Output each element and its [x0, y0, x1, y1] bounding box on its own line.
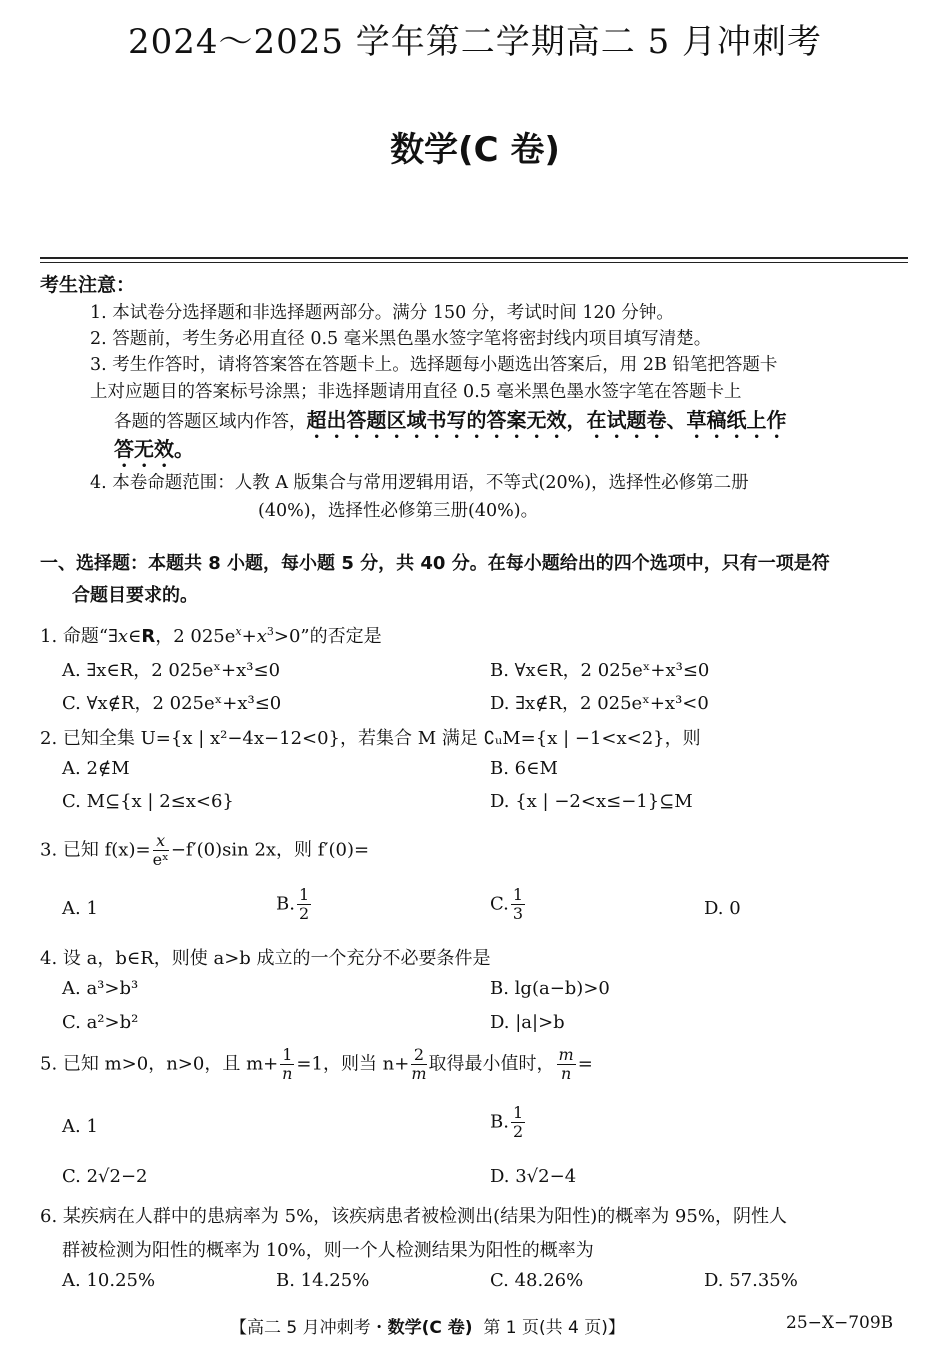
section-header	[40, 548, 920, 612]
q5-f2-num: 2	[411, 1046, 426, 1065]
q5-f3-num: m	[558, 1045, 574, 1064]
q3-c-den: 3	[512, 904, 524, 923]
q6-option-a: A. 10.25%	[62, 1270, 156, 1291]
question-4-stem: 4. 设 a，b∈R，则使 a>b 成立的一个充分不必要条件是	[40, 948, 491, 969]
q5-b-label: B.	[490, 1111, 509, 1133]
q5-fraction-1	[280, 1046, 294, 1083]
q5-option-d: D. 3√2−4	[490, 1166, 577, 1187]
q3-option-d: D. 0	[704, 898, 741, 919]
q1-option-b: B. ∀x∈R，2 025eˣ+x³≤0	[490, 660, 710, 681]
notice-item-3-cont3	[114, 434, 934, 472]
q1-expr: ，2 025e	[155, 626, 236, 647]
q1-plus: +	[241, 626, 257, 647]
section-header-line1: 一、选择题：本题共 8 小题，每小题 5 分，共 40 分。在每小题给出的四个选项中，只有一项是符	[40, 553, 830, 574]
q5-b-num: 1	[512, 1103, 524, 1122]
notice-item-4: 4. 本卷命题范围：人教 A 版集合与常用逻辑用语，不等式(20%)，选择性必修第二册	[90, 473, 749, 493]
page-footer	[230, 1313, 625, 1338]
q3-b-den: 2	[298, 904, 310, 923]
q1-var2: x	[256, 626, 267, 647]
q2-option-a: A. 2∉M	[62, 758, 130, 779]
header-divider	[40, 257, 908, 259]
q5-f3-den: n	[560, 1064, 572, 1083]
notice-title: 考生注意：	[40, 274, 136, 296]
q2-option-d: D. {x | −2<x≤−1}⊆M	[490, 791, 693, 812]
q3-b-num: 1	[298, 885, 310, 904]
q5-stem-part2: =1，则当 n+	[296, 1053, 410, 1075]
q5-f1-den: n	[282, 1064, 293, 1083]
question-3-stem	[40, 832, 920, 869]
section-header-line2: 合题目要求的。	[72, 585, 198, 606]
q1-cube: 3	[266, 625, 274, 638]
q4-option-c: C. a²>b²	[62, 1012, 139, 1033]
q3-option-b	[276, 886, 313, 923]
footer-code: 25−X−709B	[786, 1313, 894, 1333]
notice-emphasis: 超出答题区域书写的答案无效，在试题卷、草稿纸上作	[306, 408, 787, 432]
q5-option-a: A. 1	[62, 1116, 98, 1137]
q5-option-b	[490, 1104, 527, 1141]
footer-left: 【高二 5 月冲刺考・	[230, 1318, 388, 1338]
q3-fraction	[153, 832, 169, 869]
q3-b-fraction	[297, 886, 311, 923]
notice-emphasis-end: 答无效。	[114, 437, 194, 461]
header-divider-thin	[40, 262, 908, 263]
q4-option-a: A. a³>b³	[62, 978, 139, 999]
question-6-line2: 群被检测为阳性的概率为 10%，则一个人检测结果为阳性的概率为	[62, 1240, 594, 1261]
q3-frac-den: eˣ	[152, 850, 169, 869]
q6-option-c: C. 48.26%	[490, 1270, 584, 1291]
question-5-stem	[40, 1046, 920, 1083]
question-6-line1: 6. 某疾病在人群中的患病率为 5%，该疾病患者被检测出(结果为阳性)的概率为 95%，阴性人	[40, 1206, 787, 1227]
q3-frac-num: x	[153, 832, 169, 851]
q3-stem-end: −f′(0)sin 2x，则 f′(0)=	[170, 839, 370, 861]
q2-option-c: C. M⊆{x | 2≤x<6}	[62, 791, 234, 812]
q3-c-num: 1	[512, 885, 524, 904]
footer-page-number: 第 1 页(共 4 页)】	[483, 1318, 625, 1338]
q5-b-fraction	[511, 1104, 525, 1141]
notice-item-3: 3. 考生作答时，请将答案答在答题卡上。选择题每小题选出答案后，用 2B 铅笔把答题卡	[90, 355, 778, 375]
question-1-stem	[40, 622, 920, 648]
q4-option-b: B. lg(a−b)>0	[490, 978, 610, 999]
q3-b-label: B.	[276, 893, 295, 915]
q6-option-d: D. 57.35%	[704, 1270, 798, 1291]
q5-fraction-3	[557, 1046, 576, 1083]
notice-item-4-cont: (40%)，选择性必修第三册(40%)。	[258, 501, 539, 521]
q1-exp: x	[235, 625, 242, 638]
q5-stem-end: =	[577, 1053, 593, 1075]
q1-option-d: D. ∃x∉R，2 025eˣ+x³<0	[490, 693, 709, 714]
q3-option-a: A. 1	[62, 898, 98, 919]
q3-stem-part: 3. 已知 f(x)=	[40, 839, 151, 861]
q3-option-c	[490, 886, 527, 923]
q5-stem-part3: 取得最小值时，	[428, 1053, 555, 1075]
q6-option-b: B. 14.25%	[276, 1270, 370, 1291]
q5-stem-part1: 5. 已知 m>0，n>0，且 m+	[40, 1053, 279, 1075]
q3-c-label: C.	[490, 893, 509, 915]
q1-var: x	[117, 626, 129, 647]
q5-f2-den: m	[411, 1064, 427, 1083]
notice-item-2: 2. 答题前，考生务必用直径 0.5 毫米黑色墨水签字笔将密封线内项目填写清楚。	[90, 329, 712, 349]
q1-sym: ∈	[128, 626, 142, 647]
notice-item-3-text: 各题的答题区域内作答，	[114, 412, 307, 432]
notice-item-1: 1. 本试卷分选择题和非选择题两部分。满分 150 分，考试时间 120 分钟。	[90, 303, 674, 323]
q1-stem-end: >0”的否定是	[273, 626, 382, 647]
q1-set: R	[141, 626, 156, 647]
q2-option-b: B. 6∈M	[490, 758, 558, 779]
question-2-stem: 2. 已知全集 U={x | x²−4x−12<0}，若集合 M 满足 ∁ᵤM={x | −1<x<2}，则	[40, 728, 701, 749]
exam-title: 2024～2025 学年第二学期高二 5 月冲刺考	[127, 22, 823, 62]
footer-subject: 数学(C 卷)	[387, 1318, 473, 1338]
q5-option-c: C. 2√2−2	[62, 1166, 148, 1187]
q5-f1-num: 1	[282, 1045, 293, 1064]
q3-c-fraction	[511, 886, 525, 923]
q1-option-c: C. ∀x∉R，2 025eˣ+x³≤0	[62, 693, 282, 714]
q5-fraction-2	[411, 1046, 426, 1083]
q1-stem-part: 1. 命题“∃	[40, 626, 118, 647]
q5-b-den: 2	[512, 1122, 524, 1141]
q1-option-a: A. ∃x∈R，2 025eˣ+x³≤0	[62, 660, 281, 681]
subject-title: 数学(C 卷)	[390, 130, 560, 170]
q4-option-d: D. |a|>b	[490, 1012, 565, 1033]
notice-item-3-cont1: 上对应题目的答案标号涂黑；非选择题请用直径 0.5 毫米黑色墨水签字笔在答题卡上	[90, 382, 742, 402]
